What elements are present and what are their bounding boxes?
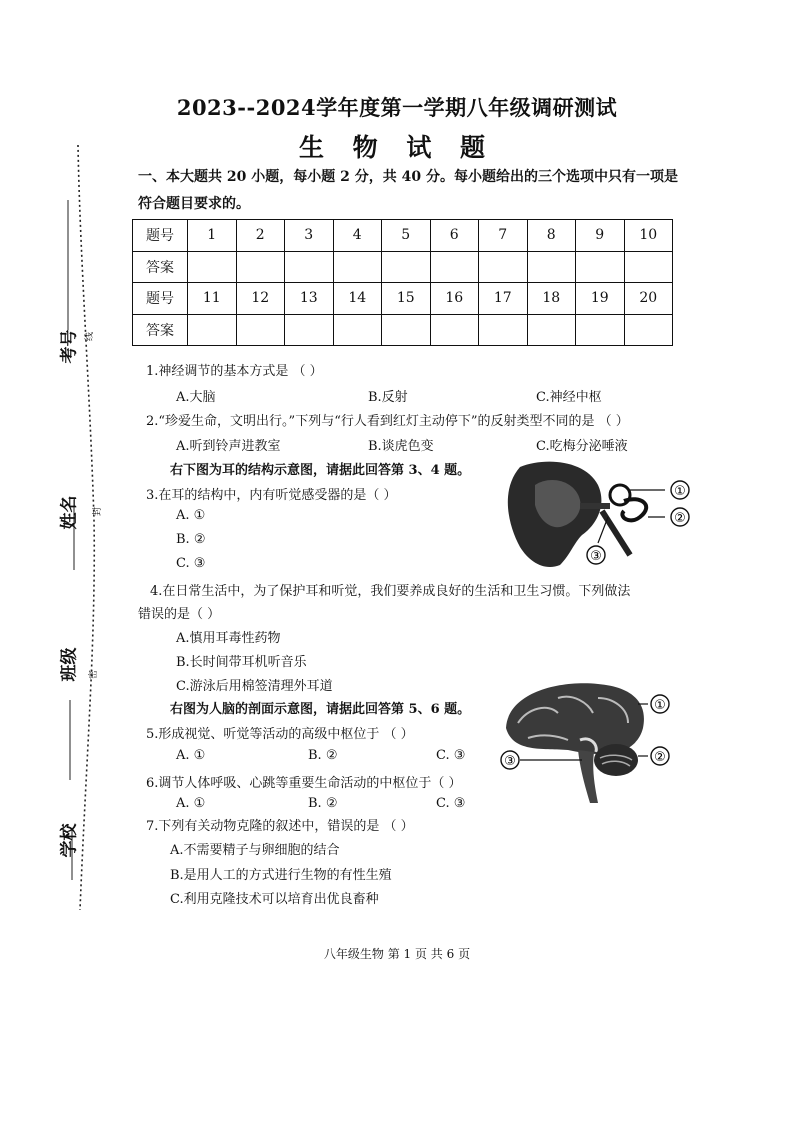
q2-option-b[interactable]: B.谈虎色变 — [368, 439, 434, 454]
q6-option-a[interactable]: A. ① — [176, 796, 206, 811]
question-number: 18 — [527, 283, 576, 315]
q7-option-a[interactable]: A.不需要精子与卵细胞的结合 — [170, 843, 340, 858]
table-row — [133, 283, 673, 315]
question-number: 2 — [236, 220, 285, 252]
question-number: 7 — [479, 220, 528, 252]
brain-label-2: ② — [654, 750, 666, 765]
row-label: 答案 — [133, 314, 188, 346]
ear-figure-intro: 右下图为耳的结构示意图，请据此回答第 3、4 题。 — [170, 463, 471, 478]
q4-stem: 4.在日常生活中，为了保护耳和听觉，我们要养成良好的生活和卫生习惯。下列做法 — [150, 584, 631, 599]
question-number: 5 — [382, 220, 431, 252]
answer-cell[interactable] — [285, 251, 334, 283]
question-number: 16 — [430, 283, 479, 315]
q5-stem: 5.形成视觉、听觉等活动的高级中枢位于 （ ） — [146, 727, 414, 742]
answer-cell[interactable] — [430, 251, 479, 283]
q4-option-c[interactable]: C.游泳后用棉签清理外耳道 — [176, 679, 333, 694]
brain-figure-intro: 右图为人脑的剖面示意图，请据此回答第 5、6 题。 — [170, 702, 471, 717]
question-number: 4 — [333, 220, 382, 252]
answer-cell[interactable] — [382, 251, 431, 283]
ear-label-3: ③ — [590, 549, 602, 564]
q4-option-b[interactable]: B.长时间带耳机听音乐 — [176, 655, 307, 670]
question-number: 8 — [527, 220, 576, 252]
q6-option-c[interactable]: C. ③ — [436, 796, 466, 811]
section-intro-line1: 一、本大题共 20 小题，每小题 2 分，共 40 分。每小题给出的三个选项中只有一项是 — [138, 169, 678, 185]
question-number: 19 — [576, 283, 625, 315]
answer-cell[interactable] — [576, 251, 625, 283]
brain-section-figure — [498, 678, 698, 813]
binding-dotted-line — [60, 140, 110, 920]
table-row — [133, 314, 673, 346]
q3-option-c[interactable]: C. ③ — [176, 556, 206, 571]
binding-mark-secret: 密 — [89, 669, 100, 680]
q1-option-b[interactable]: B.反射 — [368, 390, 408, 405]
answer-cell[interactable] — [333, 251, 382, 283]
ear-label-1: ① — [674, 484, 686, 499]
q6-option-b[interactable]: B. ② — [308, 796, 338, 811]
question-number: 6 — [430, 220, 479, 252]
question-number: 13 — [285, 283, 334, 315]
q7-stem: 7.下列有关动物克隆的叙述中，错误的是 （ ） — [146, 819, 414, 834]
q7-option-c[interactable]: C.利用克隆技术可以培育出优良畜种 — [170, 892, 379, 907]
q3-option-b[interactable]: B. ② — [176, 532, 206, 547]
q6-stem: 6.调节人体呼吸、心跳等重要生命活动的中枢位于（ ） — [146, 776, 462, 791]
question-number: 1 — [188, 220, 237, 252]
q1-option-a[interactable]: A.大脑 — [176, 390, 216, 405]
exam-number-label: 考号 — [59, 329, 80, 364]
q1-stem: 1.神经调节的基本方式是 （ ） — [146, 364, 323, 379]
name-label: 姓名 — [59, 495, 80, 530]
answer-cell[interactable] — [479, 251, 528, 283]
binding-mark-line: 线 — [85, 331, 96, 342]
ear-label-2: ② — [674, 511, 686, 526]
binding-mark-seal: 封 — [93, 506, 104, 517]
q5-option-c[interactable]: C. ③ — [436, 748, 466, 763]
answer-table — [132, 219, 673, 346]
q7-option-b[interactable]: B.是用人工的方式进行生物的有性生殖 — [170, 868, 392, 883]
answer-cell[interactable] — [188, 251, 237, 283]
section-intro-line2: 符合题目要求的。 — [138, 196, 250, 212]
ear-structure-figure — [490, 455, 700, 575]
table-row — [133, 251, 673, 283]
page-footer: 八年级生物 第 1 页 共 6 页 — [323, 947, 471, 961]
q4-stem-line2: 错误的是（ ） — [138, 607, 221, 622]
question-number: 20 — [624, 283, 673, 315]
question-number: 15 — [382, 283, 431, 315]
q3-option-a[interactable]: A. ① — [176, 508, 206, 523]
answer-cell[interactable] — [479, 314, 528, 346]
q3-stem: 3.在耳的结构中，内有听觉感受器的是（ ） — [146, 488, 397, 503]
question-number: 10 — [624, 220, 673, 252]
brain-label-1: ① — [654, 698, 666, 713]
answer-cell[interactable] — [382, 314, 431, 346]
q5-option-b[interactable]: B. ② — [308, 748, 338, 763]
answer-cell[interactable] — [236, 251, 285, 283]
question-number: 14 — [333, 283, 382, 315]
question-number: 9 — [576, 220, 625, 252]
q2-stem: 2.“珍爱生命，文明出行。”下列与“行人看到红灯主动停下”的反射类型不同的是 （ ） — [146, 414, 629, 429]
q4-option-a[interactable]: A.慎用耳毒性药物 — [176, 631, 281, 646]
subject-title: 生 物 试 题 — [298, 133, 496, 162]
brain-label-3: ③ — [504, 754, 516, 769]
question-number: 11 — [188, 283, 237, 315]
row-label: 题号 — [133, 283, 188, 315]
answer-cell[interactable] — [624, 314, 673, 346]
answer-cell[interactable] — [624, 251, 673, 283]
answer-cell[interactable] — [333, 314, 382, 346]
table-row — [133, 220, 673, 252]
answer-cell[interactable] — [285, 314, 334, 346]
answer-cell[interactable] — [576, 314, 625, 346]
question-number: 3 — [285, 220, 334, 252]
q2-option-c[interactable]: C.吃梅分泌唾液 — [536, 439, 628, 454]
class-label: 班级 — [59, 647, 80, 682]
exam-title: 2023--2024学年度第一学期八年级调研测试 — [176, 95, 618, 120]
q1-option-c[interactable]: C.神经中枢 — [536, 390, 602, 405]
row-label: 题号 — [133, 220, 188, 252]
answer-cell[interactable] — [430, 314, 479, 346]
school-label: 学校 — [59, 823, 80, 858]
row-label: 答案 — [133, 251, 188, 283]
question-number: 12 — [236, 283, 285, 315]
q5-option-a[interactable]: A. ① — [176, 748, 206, 763]
answer-cell[interactable] — [527, 251, 576, 283]
question-number: 17 — [479, 283, 528, 315]
answer-cell[interactable] — [527, 314, 576, 346]
answer-cell[interactable] — [188, 314, 237, 346]
answer-cell[interactable] — [236, 314, 285, 346]
q2-option-a[interactable]: A.听到铃声进教室 — [176, 439, 281, 454]
